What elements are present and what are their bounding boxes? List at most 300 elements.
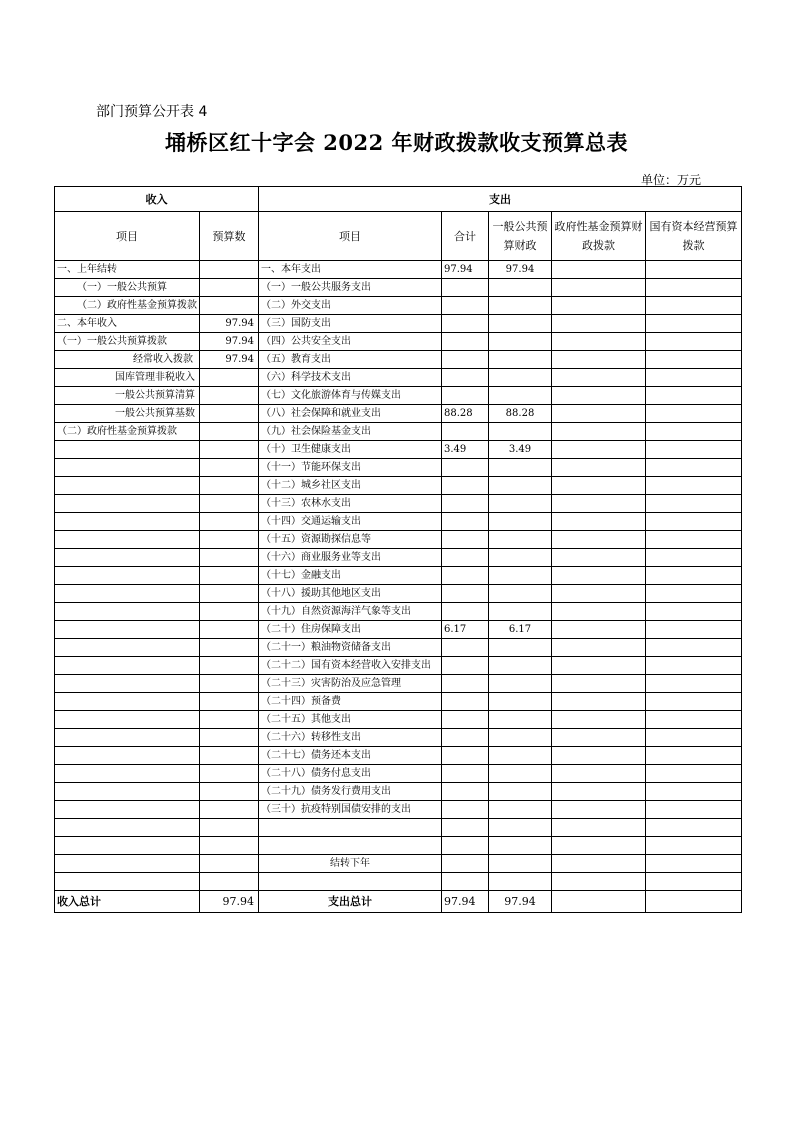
income-budget-cell [200,405,259,423]
general-public-total: 97.94 [489,891,552,913]
expense-item-cell: （六）科学技术支出 [259,369,442,387]
general-public-cell [489,387,552,405]
income-total-value: 97.94 [200,891,259,913]
income-budget-cell [200,279,259,297]
gov-fund-cell [552,405,646,423]
expense-item-cell: （八）社会保障和就业支出 [259,405,442,423]
expense-item-cell: （二十七）债务还本支出 [259,747,442,765]
total-cell [442,747,489,765]
col-state-capital: 国有资本经营预算拨款 [646,212,742,261]
expense-item-cell [259,837,442,855]
state-capital-cell [646,765,742,783]
table-row [55,351,742,369]
state-capital-cell [646,657,742,675]
expense-item-cell: （十）卫生健康支出 [259,441,442,459]
general-public-cell [489,279,552,297]
col-gov-fund: 政府性基金预算财政拨款 [552,212,646,261]
income-budget-cell [200,819,259,837]
gov-fund-cell [552,333,646,351]
income-item-cell: （二）政府性基金预算拨款 [55,423,200,441]
general-public-cell [489,495,552,513]
table-row [55,711,742,729]
general-public-cell [489,369,552,387]
income-budget-cell [200,675,259,693]
expense-item-cell: （二十二）国有资本经营收入安排支出 [259,657,442,675]
general-public-cell [489,459,552,477]
income-item-cell [55,495,200,513]
state-capital-cell [646,711,742,729]
state-capital-cell [646,369,742,387]
state-capital-cell [646,477,742,495]
gov-fund-cell [552,351,646,369]
gov-fund-cell [552,603,646,621]
table-row [55,369,742,387]
total-cell [442,495,489,513]
general-public-cell [489,423,552,441]
income-item-cell [55,747,200,765]
expense-item-cell: 一、本年支出 [259,261,442,279]
income-item-cell [55,459,200,477]
table-row [55,621,742,639]
income-budget-cell [200,261,259,279]
gov-fund-cell [552,675,646,693]
income-budget-cell [200,711,259,729]
total-cell [442,351,489,369]
general-public-cell [489,837,552,855]
income-item-cell [55,819,200,837]
expense-item-cell: （四）公共安全支出 [259,333,442,351]
general-public-cell [489,729,552,747]
expense-item-cell: （二十八）债务付息支出 [259,765,442,783]
gov-fund-total [552,891,646,913]
income-item-cell: （二）政府性基金预算拨款 [55,297,200,315]
table-row [55,279,742,297]
expense-item-cell: （七）文化旅游体育与传媒支出 [259,387,442,405]
general-public-cell [489,711,552,729]
total-cell [442,585,489,603]
document-code: 部门预算公开表 4 [96,104,208,120]
state-capital-cell [646,495,742,513]
total-cell [442,423,489,441]
income-item-cell: 二、本年收入 [55,315,200,333]
total-cell [442,693,489,711]
state-capital-cell [646,531,742,549]
table-row [55,693,742,711]
state-capital-cell [646,441,742,459]
table-row [55,801,742,819]
table-row [55,315,742,333]
page-title: 埇桥区红十字会 2022 年财政拨款收支预算总表 [164,130,629,155]
state-capital-cell [646,855,742,873]
income-item-cell: （一）一般公共预算 [55,279,200,297]
gov-fund-cell [552,261,646,279]
gov-fund-cell [552,513,646,531]
state-capital-cell [646,747,742,765]
state-capital-cell [646,333,742,351]
gov-fund-cell [552,279,646,297]
table-row [55,819,742,837]
income-item-cell: 一、上年结转 [55,261,200,279]
expense-item-cell: （十五）资源勘探信息等 [259,531,442,549]
expense-item-cell: （十二）城乡社区支出 [259,477,442,495]
income-item-cell: 一般公共预算清算 [55,387,200,405]
total-cell [442,819,489,837]
table-row [55,261,742,279]
gov-fund-cell [552,693,646,711]
income-budget-cell [200,495,259,513]
expense-item-cell: （二十九）债务发行费用支出 [259,783,442,801]
gov-fund-cell [552,747,646,765]
table-row [55,783,742,801]
state-capital-cell [646,549,742,567]
general-public-cell [489,675,552,693]
total-cell [442,837,489,855]
total-cell [442,675,489,693]
total-cell [442,603,489,621]
table-row [55,423,742,441]
income-budget-cell [200,693,259,711]
table-row [55,855,742,873]
income-item-cell [55,657,200,675]
general-public-cell [489,513,552,531]
total-cell [442,387,489,405]
income-budget-cell [200,567,259,585]
unit-label: 单位：万元 [640,173,701,187]
gov-fund-cell [552,621,646,639]
income-budget-cell [200,855,259,873]
state-capital-cell [646,405,742,423]
income-item-cell [55,837,200,855]
table-row [55,405,742,423]
table-row [55,477,742,495]
expense-item-cell: （十六）商业服务业等支出 [259,549,442,567]
general-public-cell [489,873,552,891]
total-cell [442,567,489,585]
state-capital-cell [646,423,742,441]
expense-item-cell: （二十六）转移性支出 [259,729,442,747]
total-cell [442,297,489,315]
income-budget-cell [200,513,259,531]
state-capital-cell [646,729,742,747]
income-item-cell [55,729,200,747]
total-cell [442,783,489,801]
expense-item-cell: （二十一）粮油物资储备支出 [259,639,442,657]
gov-fund-cell [552,729,646,747]
income-budget-cell: 97.94 [200,351,259,369]
gov-fund-cell [552,315,646,333]
total-cell: 3.49 [442,441,489,459]
table-row [55,603,742,621]
state-capital-cell [646,675,742,693]
table-row [55,765,742,783]
table-row [55,747,742,765]
state-capital-cell [646,603,742,621]
general-public-cell [489,657,552,675]
table-row [55,441,742,459]
expense-item-cell: 结转下年 [259,855,442,873]
income-item-cell: 经常收入拨款 [55,351,200,369]
income-item-cell [55,873,200,891]
total-cell [442,855,489,873]
income-total-label: 收入总计 [55,891,200,913]
expense-total-value: 97.94 [442,891,489,913]
income-budget-cell [200,729,259,747]
general-public-cell [489,801,552,819]
state-capital-cell [646,837,742,855]
total-cell: 88.28 [442,405,489,423]
general-public-cell [489,819,552,837]
income-budget-cell [200,657,259,675]
income-item-cell [55,513,200,531]
income-item-cell [55,621,200,639]
table-row [55,585,742,603]
table-row [55,567,742,585]
state-capital-cell [646,873,742,891]
state-capital-cell [646,783,742,801]
income-item-cell: 一般公共预算基数 [55,405,200,423]
gov-fund-cell [552,477,646,495]
expense-item-cell [259,819,442,837]
state-capital-cell [646,693,742,711]
total-cell [442,369,489,387]
income-budget-cell [200,369,259,387]
income-budget-cell [200,873,259,891]
state-capital-cell [646,387,742,405]
table-row [55,297,742,315]
state-capital-cell [646,621,742,639]
expense-item-cell [259,873,442,891]
general-public-cell [489,603,552,621]
total-cell [442,711,489,729]
expense-item-cell: （三十）抗疫特别国债安排的支出 [259,801,442,819]
total-cell [442,873,489,891]
expense-item-cell: （十八）援助其他地区支出 [259,585,442,603]
expense-item-cell: （二）外交支出 [259,297,442,315]
income-budget-cell [200,531,259,549]
general-public-cell [489,477,552,495]
income-budget-cell [200,387,259,405]
total-cell [442,279,489,297]
gov-fund-cell [552,711,646,729]
gov-fund-cell [552,837,646,855]
state-capital-cell [646,459,742,477]
table-row [55,531,742,549]
general-public-cell [489,747,552,765]
gov-fund-cell [552,567,646,585]
expense-item-cell: （十七）金融支出 [259,567,442,585]
table-row [55,657,742,675]
general-public-cell [489,639,552,657]
general-public-cell: 3.49 [489,441,552,459]
income-budget-cell: 97.94 [200,315,259,333]
expense-item-cell: （十一）节能环保支出 [259,459,442,477]
total-cell [442,657,489,675]
income-item-cell [55,531,200,549]
table-row [55,387,742,405]
state-capital-cell [646,315,742,333]
expense-item-cell: （十九）自然资源海洋气象等支出 [259,603,442,621]
income-item-cell [55,441,200,459]
total-cell [442,477,489,495]
col-income-item: 项目 [55,212,200,261]
total-cell [442,459,489,477]
expense-item-cell: （九）社会保险基金支出 [259,423,442,441]
general-public-cell: 97.94 [489,261,552,279]
income-item-cell [55,603,200,621]
table-row [55,873,742,891]
general-public-cell [489,315,552,333]
income-item-cell [55,711,200,729]
totals-row [55,891,742,913]
total-cell: 97.94 [442,261,489,279]
general-public-cell [489,765,552,783]
gov-fund-cell [552,801,646,819]
col-income-budget: 预算数 [200,212,259,261]
gov-fund-cell [552,783,646,801]
table-row [55,639,742,657]
state-capital-cell [646,585,742,603]
table-row [55,495,742,513]
income-budget-cell [200,801,259,819]
gov-fund-cell [552,387,646,405]
expense-total-label: 支出总计 [259,891,442,913]
state-capital-cell [646,567,742,585]
table-row [55,459,742,477]
income-budget-cell [200,765,259,783]
gov-fund-cell [552,531,646,549]
general-public-cell [489,567,552,585]
total-cell [442,801,489,819]
col-general-public: 一般公共预算财政 [489,212,552,261]
income-budget-cell: 97.94 [200,333,259,351]
income-item-cell [55,801,200,819]
gov-fund-cell [552,297,646,315]
income-budget-cell [200,297,259,315]
income-item-cell [55,765,200,783]
income-budget-cell [200,477,259,495]
expense-item-cell: （二十）住房保障支出 [259,621,442,639]
state-capital-cell [646,279,742,297]
gov-fund-cell [552,369,646,387]
income-budget-cell [200,441,259,459]
income-budget-cell [200,639,259,657]
income-item-cell [55,675,200,693]
general-public-cell [489,783,552,801]
expense-item-cell: （二十三）灾害防治及应急管理 [259,675,442,693]
table-row [55,675,742,693]
total-cell: 6.17 [442,621,489,639]
total-cell [442,333,489,351]
general-public-cell [489,693,552,711]
expense-item-cell: （三）国防支出 [259,315,442,333]
gov-fund-cell [552,855,646,873]
state-capital-cell [646,261,742,279]
income-item-cell [55,585,200,603]
state-capital-cell [646,297,742,315]
income-item-cell [55,549,200,567]
budget-table [54,186,742,913]
gov-fund-cell [552,819,646,837]
state-capital-cell [646,639,742,657]
gov-fund-cell [552,495,646,513]
general-public-cell [489,531,552,549]
total-cell [442,729,489,747]
expense-item-cell: （一）一般公共服务支出 [259,279,442,297]
expense-item-cell: （二十五）其他支出 [259,711,442,729]
income-section-header: 收入 [55,187,259,212]
total-cell [442,549,489,567]
table-row [55,513,742,531]
income-item-cell [55,855,200,873]
state-capital-total [646,891,742,913]
income-budget-cell [200,837,259,855]
total-cell [442,639,489,657]
gov-fund-cell [552,549,646,567]
col-expense-item: 项目 [259,212,442,261]
gov-fund-cell [552,585,646,603]
gov-fund-cell [552,441,646,459]
total-cell [442,531,489,549]
income-item-cell [55,477,200,495]
income-budget-cell [200,459,259,477]
income-budget-cell [200,747,259,765]
general-public-cell [489,585,552,603]
expense-item-cell: （五）教育支出 [259,351,442,369]
income-item-cell: 国库管理非税收入 [55,369,200,387]
general-public-cell [489,333,552,351]
income-item-cell [55,567,200,585]
state-capital-cell [646,801,742,819]
total-cell [442,315,489,333]
col-total: 合计 [442,212,489,261]
general-public-cell: 88.28 [489,405,552,423]
state-capital-cell [646,351,742,369]
expense-section-header: 支出 [259,187,742,212]
expense-item-cell: （二十四）预备费 [259,693,442,711]
income-budget-cell [200,423,259,441]
general-public-cell [489,549,552,567]
income-item-cell: （一）一般公共预算拨款 [55,333,200,351]
gov-fund-cell [552,873,646,891]
income-budget-cell [200,621,259,639]
expense-item-cell: （十四）交通运输支出 [259,513,442,531]
state-capital-cell [646,819,742,837]
expense-item-cell: （十三）农林水支出 [259,495,442,513]
income-item-cell [55,639,200,657]
gov-fund-cell [552,765,646,783]
table-row [55,729,742,747]
income-budget-cell [200,549,259,567]
total-cell [442,765,489,783]
income-budget-cell [200,783,259,801]
gov-fund-cell [552,657,646,675]
table-row [55,549,742,567]
gov-fund-cell [552,459,646,477]
income-item-cell [55,783,200,801]
income-item-cell [55,693,200,711]
general-public-cell: 6.17 [489,621,552,639]
table-row [55,333,742,351]
income-budget-cell [200,585,259,603]
general-public-cell [489,351,552,369]
table-row [55,837,742,855]
income-budget-cell [200,603,259,621]
general-public-cell [489,855,552,873]
gov-fund-cell [552,639,646,657]
total-cell [442,513,489,531]
general-public-cell [489,297,552,315]
state-capital-cell [646,513,742,531]
